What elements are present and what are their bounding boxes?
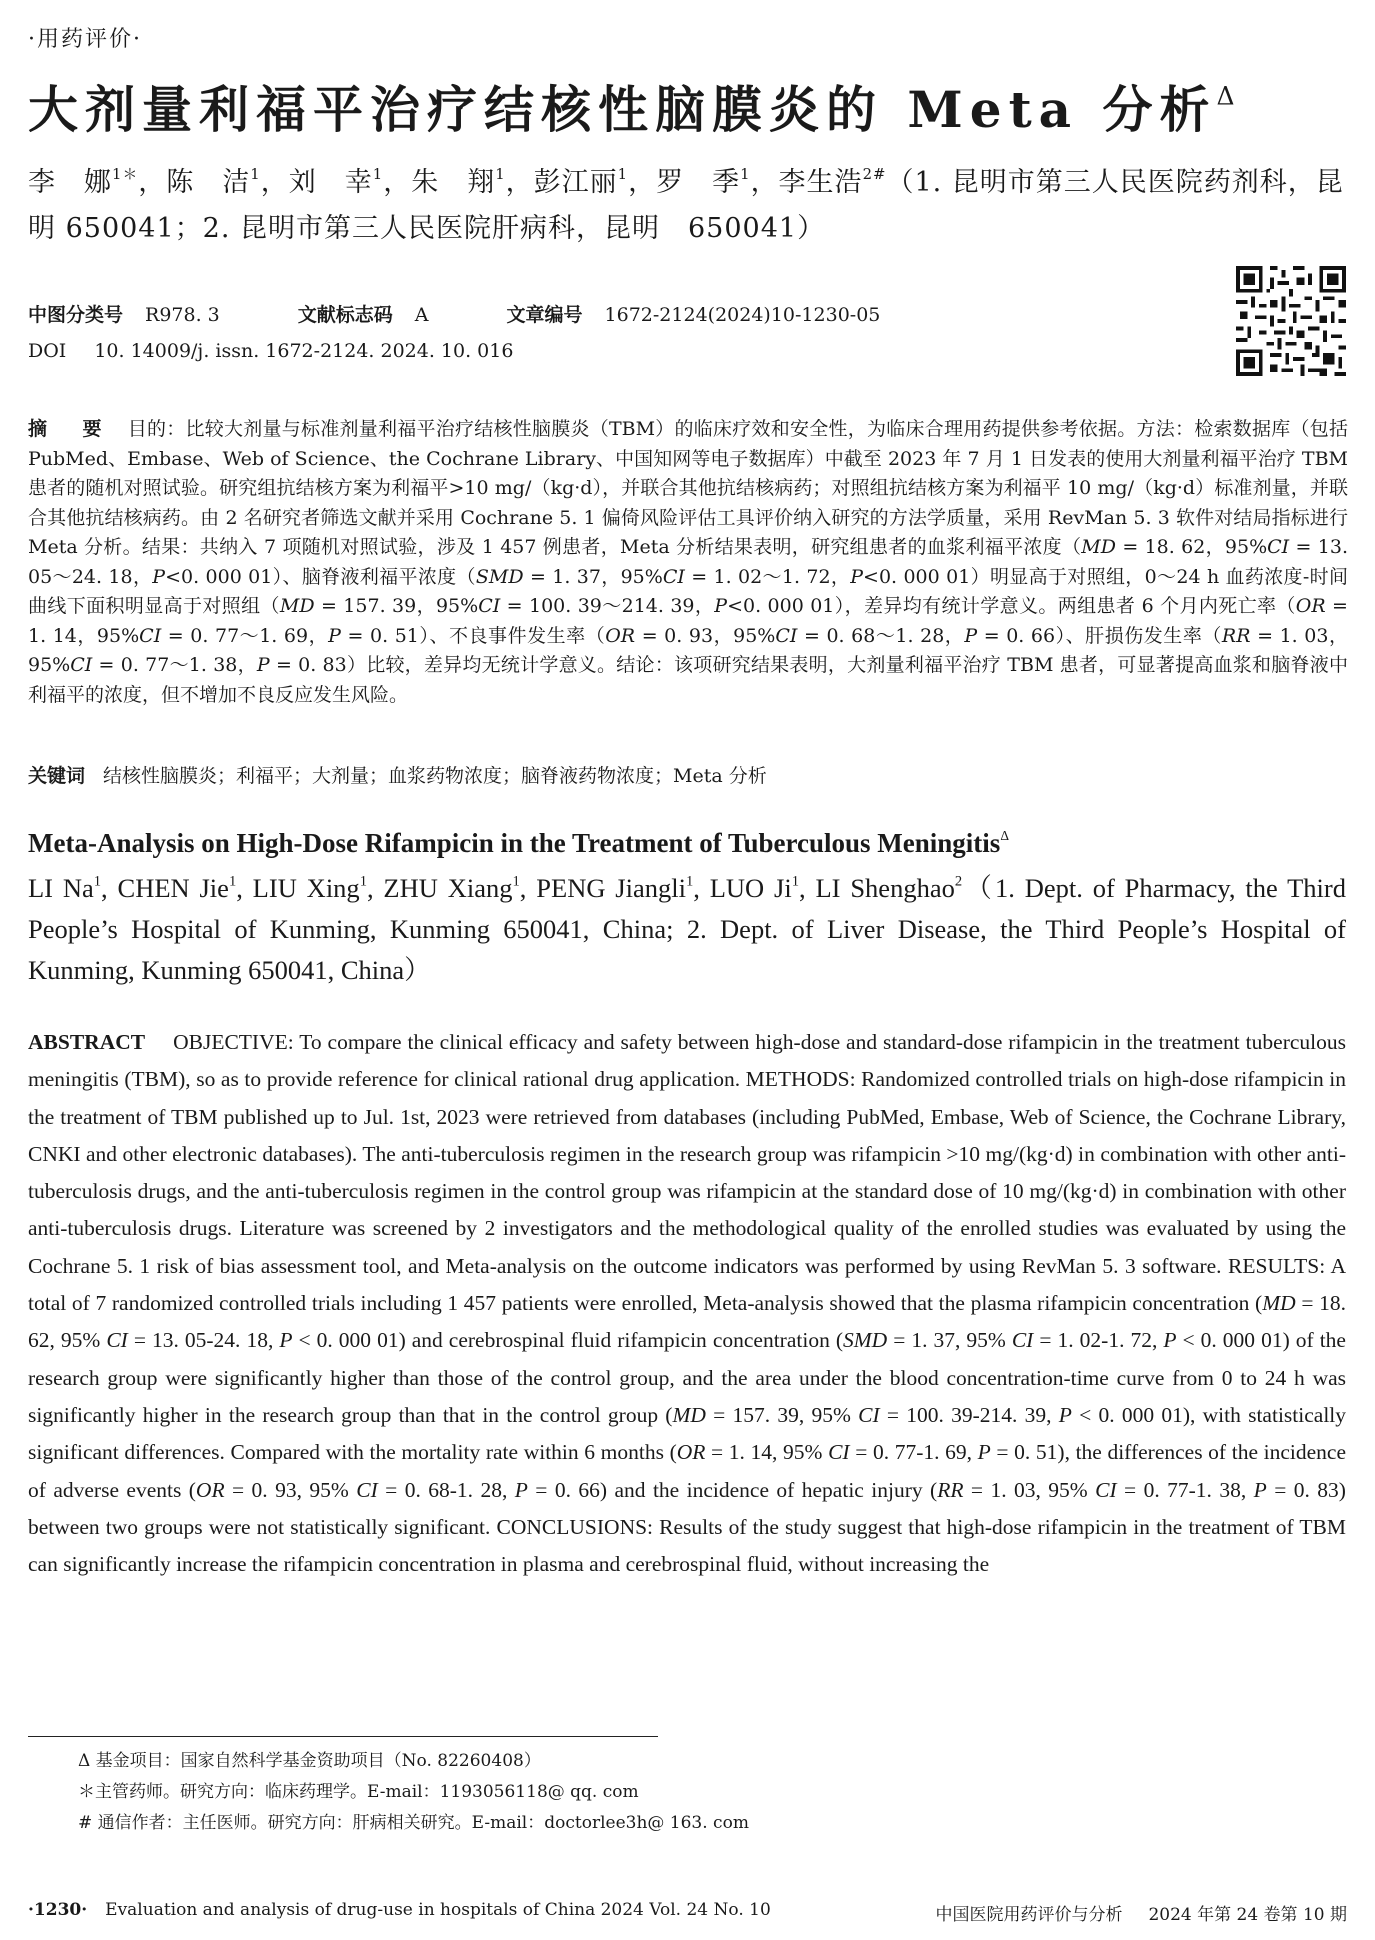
footnote-fund: Δ 基金项目：国家自然科学基金资助项目（No. 82260408） — [78, 1751, 541, 1771]
page-footer-right: 中国医院用药评价与分析 2024 年第 24 卷第 10 期 — [935, 1905, 1347, 1925]
affiliations-cn: （1. 昆明市第三人民医院药剂科，昆明 650041；2. 昆明市第三人民医院肝病科，昆明 650041） — [28, 167, 1344, 244]
affiliations-en: （1. Dept. of Pharmacy, the Third People’s Hospital of Kunming, Kunming 650041, China; 2. Dept. of Liver Disease, the Third People’s Hospital of Kunming, Kunming 650041, China） — [28, 873, 1346, 985]
keywords-cn: 关键词 结核性脑膜炎；利福平；大剂量；血浆药物浓度；脑脊液药物浓度；Meta 分析 — [28, 765, 767, 787]
footnote-corresponding: # 通信作者：主任医师。研究方向：肝病相关研究。E-mail：doctorlee3h@ 163. com — [78, 1813, 749, 1833]
doi-row: DOI 10. 14009/j. issn. 1672-2124. 2024. 10. 016 — [28, 340, 514, 362]
column-tag: ·用药评价· — [28, 27, 142, 52]
page-number: ·1230· — [28, 1900, 88, 1920]
classification-row: 中图分类号 R978. 3 文献标志码 A 文章编号 1672-2124(2024)10-1230-05 — [28, 304, 881, 326]
footnotes — [28, 1746, 749, 1839]
footnote-first-author: ＊主管药师。研究方向：临床药理学。E-mail：1193056118@ qq. com — [78, 1782, 639, 1802]
abstract-cn: 摘 要 目的：比较大剂量与标准剂量利福平治疗结核性脑膜炎（TBM）的临床疗效和安全性，为临床合理用药提供参考依据。方法：检索数据库（包括 PubMed、Embase、Web of Science、the Cochrane Library、中国知网等电子数据库）中截至 2023 年 7 月 1 日发表的使用大剂量利福平治疗 TBM 患者的随机对照试验。研究组抗结核方案为利福平>10 mg/（kg·d），并联合其他抗结核病药；对照组抗结核方案为利福平 10 mg/（kg·d）标准剂量，并联合其他抗结核病药。由 2 名研究者筛选文献并采用 Cochrane 5. 1 偏倚风险评估工具评价纳入研究的方法学质量，采用 RevMan 5. 3 软件对结局指标进行 Meta 分析。结果：共纳入 7 项随机对照试验，涉及 1 457 例患者，Meta 分析结果表明，研究组患者的血浆利福平浓度（MD = 18. 62，95%CI = 13. 05～24. 18，P<0. 000 01）、脑脊液利福平浓度（SMD = 1. 37，95%CI = 1. 02～1. 72，P<0. 000 01）明显高于对照组，0～24 h 血药浓度-时间曲线下面积明显高于对照组（MD = 157. 39，95%CI = 100. 39～214. 39，P<0. 000 01），差异均有统计学意义。两组患者 6 个月内死亡率（OR = 1. 14，95%CI = 0. 77～1. 69，P = 0. 51）、不良事件发生率（OR = 0. 93，95%CI = 0. 68～1. 28，P = 0. 66）、肝损伤发生率（RR = 1. 03，95%CI = 0. 77～1. 38，P = 0. 83）比较，差异均无统计学意义。结论：该项研究结果表明，大剂量利福平治疗 TBM 患者，可显著提高血浆和脑脊液中利福平的浓度，但不增加不良反应发生风险。 — [28, 418, 1349, 706]
title-fund-mark: Δ — [1216, 81, 1242, 111]
authors-en: LI Na$^1$, CHEN Jie$^1$, LIU Xing$^1$, ZHU Xiang$^1$, PENG Jiangli$^1$, LUO Ji$^1$, LI Shenghao$^2$（1. Dept. of Pharmacy, the Third People’s Hospital of Kunming, Kunming 650041, China; 2. Dept. of Liver Disease, the Third People’s Hospital of Kunming, Kunming 650041, China） — [28, 873, 1346, 985]
footnote-divider — [28, 1736, 658, 1737]
abstract-en-label: ABSTRACT — [28, 1030, 146, 1054]
qr-code-icon — [1236, 266, 1346, 376]
article-title-cn: 大剂量利福平治疗结核性脑膜炎的 Meta 分析$^\Delta$ — [28, 80, 1242, 139]
article-title-en: Meta-Analysis on High-Dose Rifampicin in the Treatment of Tuberculous Meningitis$^\Delta$ — [28, 827, 1009, 858]
page-footer-left: ·1230· Evaluation and analysis of drug-use in hospitals of China 2024 Vol. 24 No. 10 — [28, 1900, 771, 1920]
authors-cn: 李 娜$^{1*}$，陈 洁$^1$，刘 幸$^1$，朱 翔$^1$，彭江丽$^1$，罗 季$^1$，李生浩$^{2\#}$（1. 昆明市第三人民医院药剂科，昆明 650041；2. 昆明市第三人民医院肝病科，昆明 650041） — [28, 165, 1344, 244]
abstract-en: ABSTRACT OBJECTIVE: To compare the clinical efficacy and safety between high-dose and standard-dose rifampicin in the treatment tuberculous meningitis (TBM), so as to provide reference for clinical rational drug application. METHODS: Randomized controlled trials on high-dose rifampicin in the treatment of TBM published up to Jul. 1st, 2023 were retrieved from databases (including PubMed, Embase, Web of Science, the Cochrane Library, CNKI and other electronic databases). The anti-tuberculosis regimen in the research group was rifampicin >10 mg/(kg·d) in combination with other anti-tuberculosis drugs, and the anti-tuberculosis regimen in the control group was rifampicin at the standard dose of 10 mg/(kg·d) in combination with other anti-tuberculosis drugs. Literature was screened by 2 investigators and the methodological quality of the enrolled studies was evaluated by using the Cochrane 5. 1 risk of bias assessment tool, and Meta-analysis on the outcome indicators was performed by using RevMan 5. 3 software. RESULTS: A total of 7 randomized controlled trials including 1 457 patients were enrolled, Meta-analysis showed that the plasma rifampicin concentration (MD = 18. 62, 95% CI = 13. 05-24. 18, P < 0. 000 01) and cerebrospinal fluid rifampicin concentration (SMD = 1. 37, 95% CI = 1. 02-1. 72, P < 0. 000 01) of the research group were significantly higher than those of the control group, and the area under the blood concentration-time curve from 0 to 24 h was significantly higher in the research group than that in the control group (MD = 157. 39, 95% CI = 100. 39-214. 39, P < 0. 000 01), with statistically significant differences. Compared with the mortality rate within 6 months (OR = 1. 14, 95% CI = 0. 77-1. 69, P = 0. 51), the differences of the incidence of adverse events (OR = 0. 93, 95% CI = 0. 68-1. 28, P = 0. 66) and the incidence of hepatic injury (RR = 1. 03, 95% CI = 0. 77-1. 38, P = 0. 83) between two groups were not statistically significant. CONCLUSIONS: Results of the study suggest that high-dose rifampicin in the treatment of TBM can significantly increase the rifampicin concentration in plasma and cerebrospinal fluid, without increasing the — [28, 1030, 1347, 1577]
abstract-cn-label: 摘 要 — [28, 418, 110, 440]
